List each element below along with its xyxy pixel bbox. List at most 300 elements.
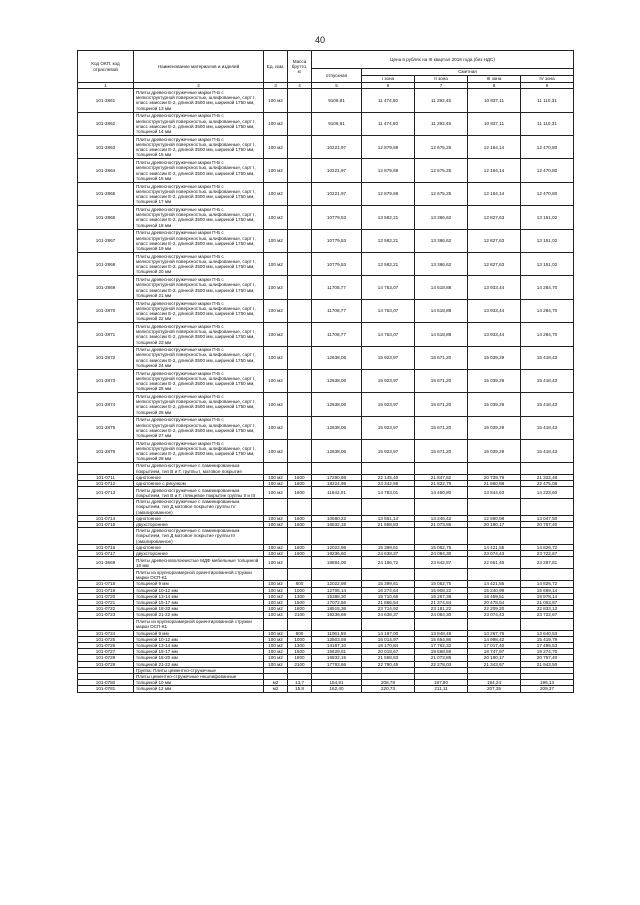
row-price bbox=[468, 569, 521, 581]
row-name: Плиты древесностружечные марки П-Б с мелкоструктурной поверхностью, шлифованные, сорт I, класс эмиссии Е-2, длиной 3500 мм, шириной 1750 мм, толщиной 27 мм bbox=[134, 416, 264, 439]
row-price: 22 145,40 bbox=[362, 474, 415, 480]
row-mass: 1600 bbox=[288, 544, 312, 550]
row-price: 15 923,97 bbox=[362, 393, 415, 416]
row-mass: 1300 bbox=[288, 642, 312, 648]
row-mass bbox=[288, 528, 312, 545]
table-row bbox=[78, 323, 574, 346]
row-price: 14 518,88 bbox=[415, 323, 468, 346]
row-price: 20 739,79 bbox=[468, 474, 521, 480]
row-price: 17 495,53 bbox=[521, 642, 574, 648]
row-name: Плиты древесностружечные марки П-Б с мелкоструктурной поверхностью, шлифованные, сорт I, класс эмиссии Е-2, длиной 3500 мм, шириной 1750 мм, толщиной 13 мм bbox=[134, 89, 264, 112]
row-price: 21 943,50 bbox=[521, 661, 574, 667]
table-row bbox=[78, 618, 574, 630]
row-name: Плиты древесностружечные марки П-Б с мелкоструктурной поверхностью, шлифованные, сорт I, класс эмиссии Е-2, длиной 3500 мм, шириной 1750 мм, толщиной 28 мм bbox=[134, 440, 264, 463]
row-price: 15 039,29 bbox=[468, 393, 521, 416]
row-price: 197,80 bbox=[415, 680, 468, 686]
row-price: 14 753,07 bbox=[362, 323, 415, 346]
row-mass bbox=[288, 499, 312, 516]
row-price bbox=[362, 499, 415, 516]
row-name: двухстороннее bbox=[134, 551, 264, 557]
row-price: 14 518,88 bbox=[415, 276, 468, 299]
row-price: 13 151,02 bbox=[521, 252, 574, 275]
row-price: 21 322,46 bbox=[521, 474, 574, 480]
row-price: 11708,77 bbox=[312, 323, 362, 346]
row-price: 12638,06 bbox=[312, 346, 362, 369]
row-price: 14 284,70 bbox=[521, 323, 574, 346]
row-price: 9106,81 bbox=[312, 112, 362, 135]
row-unit: 100 м2 bbox=[264, 649, 288, 655]
row-unit: 100 м2 bbox=[264, 393, 288, 416]
row-price: 13 933,44 bbox=[468, 276, 521, 299]
row-price: 23 074,43 bbox=[468, 612, 521, 618]
row-price: 19 710,66 bbox=[362, 593, 415, 599]
row-price: 20 757,40 bbox=[521, 522, 574, 528]
row-unit: 100 м2 bbox=[264, 206, 288, 229]
row-price: 24 084,30 bbox=[415, 551, 468, 557]
row-price: 13 848,49 bbox=[415, 630, 468, 636]
row-price: 16832,15 bbox=[312, 655, 362, 661]
row-mass: 1300 bbox=[288, 593, 312, 599]
row-code: 101-2867 bbox=[78, 229, 134, 252]
row-price: 19236,69 bbox=[312, 612, 362, 618]
row-code: 101-2861 bbox=[78, 89, 134, 112]
table-row bbox=[78, 393, 574, 416]
row-mass: 1800 bbox=[288, 655, 312, 661]
row-code bbox=[78, 569, 134, 581]
table-row bbox=[78, 569, 574, 581]
row-price: 24 638,37 bbox=[362, 612, 415, 618]
row-name: двухстороннее bbox=[134, 522, 264, 528]
row-code: 101-2869 bbox=[78, 276, 134, 299]
row-unit: 100 м2 bbox=[264, 630, 288, 636]
row-unit: 100 м2 bbox=[264, 229, 288, 252]
row-mass: 1000 bbox=[288, 636, 312, 642]
row-price: 11 474,50 bbox=[362, 112, 415, 135]
row-name: Плиты древесностружечные марки П-Б с мелкоструктурной поверхностью, шлифованные, сорт I, класс эмиссии Е-2, длиной 3500 мм, шириной 1750 мм, толщиной 26 мм bbox=[134, 393, 264, 416]
row-price bbox=[312, 499, 362, 516]
row-price: 19236,60 bbox=[312, 551, 362, 557]
row-price: 15 418,43 bbox=[521, 346, 574, 369]
row-price: 21 558,83 bbox=[362, 655, 415, 661]
row-code: 101-0781 bbox=[78, 686, 134, 692]
table-row bbox=[78, 252, 574, 275]
row-price: 12638,06 bbox=[312, 440, 362, 463]
column-number: 4 bbox=[288, 83, 312, 89]
row-mass: 1600 bbox=[288, 481, 312, 487]
row-price: 13 246,42 bbox=[415, 515, 468, 521]
row-price: 12 879,69 bbox=[362, 159, 415, 182]
row-unit: 100 м2 bbox=[264, 135, 288, 158]
row-price: 13 047,50 bbox=[521, 515, 574, 521]
row-price: 16832,15 bbox=[312, 522, 362, 528]
row-code: 101-0728 bbox=[78, 655, 134, 661]
row-code: 101-2872 bbox=[78, 346, 134, 369]
row-code: 101-0724 bbox=[78, 630, 134, 636]
row-price: 22 278,03 bbox=[415, 661, 468, 667]
column-number: 7 bbox=[415, 83, 468, 89]
row-price: 12022,98 bbox=[312, 544, 362, 550]
row-mass: 2100 bbox=[288, 661, 312, 667]
row-unit: 100 м2 bbox=[264, 346, 288, 369]
row-price: 154,91 bbox=[312, 680, 362, 686]
row-price: 15 923,97 bbox=[362, 346, 415, 369]
row-price: 13 844,63 bbox=[468, 487, 521, 499]
row-unit: 100 м2 bbox=[264, 593, 288, 599]
row-price: 22 209,20 bbox=[468, 606, 521, 612]
row-price: 18 459,51 bbox=[468, 593, 521, 599]
row-code: 101-0729 bbox=[78, 661, 134, 667]
table-row bbox=[78, 557, 574, 569]
row-unit: 100 м2 bbox=[264, 276, 288, 299]
row-code: 101-0711 bbox=[78, 474, 134, 480]
row-price: 162,40 bbox=[312, 686, 362, 692]
row-unit: м2 bbox=[264, 680, 288, 686]
row-code: 101-0715 bbox=[78, 522, 134, 528]
row-code bbox=[78, 463, 134, 474]
row-price: 12638,06 bbox=[312, 369, 362, 392]
row-name: Плиты древесностружечные с ламинированным покрытием, тип Д матовое покрытие группы III (эмалированное) bbox=[134, 528, 264, 545]
row-price: 22 833,13 bbox=[521, 606, 574, 612]
row-price: 21 053,87 bbox=[521, 599, 574, 605]
row-code: 101-0719 bbox=[78, 587, 134, 593]
row-price: 12 690,98 bbox=[468, 515, 521, 521]
row-unit: 100 м2 bbox=[264, 655, 288, 661]
row-price: 24 638,37 bbox=[362, 551, 415, 557]
row-price: 194,24 bbox=[468, 680, 521, 686]
row-price: 22 475,08 bbox=[521, 481, 574, 487]
row-price bbox=[468, 528, 521, 545]
row-unit: 100 м2 bbox=[264, 182, 288, 205]
row-name: однотонное bbox=[134, 474, 264, 480]
row-mass bbox=[288, 135, 312, 158]
row-price: 196,13 bbox=[521, 680, 574, 686]
row-name: Плиты древесностружечные марки П-Б с мелкоструктурной поверхностью, шлифованные, сорт I, класс эмиссии Е-2, длиной 3500 мм, шириной 1750 мм, толщиной 23 мм bbox=[134, 323, 264, 346]
row-code: 101-2864 bbox=[78, 159, 134, 182]
row-price: 11708,77 bbox=[312, 299, 362, 322]
row-name: толщиной 13-14 мм bbox=[134, 642, 264, 648]
table-row bbox=[78, 499, 574, 516]
table-row bbox=[78, 135, 574, 158]
row-price: 12 470,80 bbox=[521, 135, 574, 158]
row-price: 22 790,45 bbox=[362, 661, 415, 667]
row-name: однотонное bbox=[134, 544, 264, 550]
row-price: 11061,59 bbox=[312, 630, 362, 636]
row-unit: 100 м2 bbox=[264, 522, 288, 528]
row-price: 11542,01 bbox=[312, 487, 362, 499]
row-name: Плиты древесностружечные марки П-Б с мелкоструктурной поверхностью, шлифованные, сорт I, класс эмиссии Е-2, длиной 3500 мм, шириной 1750 мм, толщиной 18 мм bbox=[134, 206, 264, 229]
row-code: 101-0726 bbox=[78, 642, 134, 648]
row-name: толщиной 12 мм bbox=[134, 686, 264, 692]
header-unit: Ед. изм. bbox=[264, 51, 288, 83]
row-unit: 100 м2 bbox=[264, 369, 288, 392]
row-price: 11708,77 bbox=[312, 276, 362, 299]
header-zone-2: II зона bbox=[415, 76, 468, 83]
row-price: 17 762,32 bbox=[415, 642, 468, 648]
row-price: 15 418,43 bbox=[521, 416, 574, 439]
header-name: Наименование материалов и изделий bbox=[134, 51, 264, 83]
column-number: 8 bbox=[468, 83, 521, 89]
row-code: 101-2863 bbox=[78, 135, 134, 158]
row-price: 12 879,69 bbox=[362, 182, 415, 205]
row-unit: 100 м2 bbox=[264, 416, 288, 439]
table-row bbox=[78, 159, 574, 182]
row-code: 101-0716 bbox=[78, 544, 134, 550]
row-name: Плиты древесностружечные с ламинированным покрытием, тип В и Г, глянцевое покрытие группы II и III bbox=[134, 487, 264, 499]
row-name: толщиной 9 мм bbox=[134, 581, 264, 587]
row-price: 23 181,22 bbox=[415, 606, 468, 612]
row-price: 11 292,45 bbox=[415, 112, 468, 135]
row-price: 9106,81 bbox=[312, 89, 362, 112]
row-price: 23 722,67 bbox=[521, 551, 574, 557]
row-name: толщиной 18-20 мм bbox=[134, 655, 264, 661]
table-row bbox=[78, 276, 574, 299]
row-unit bbox=[264, 528, 288, 545]
row-price: 21 073,86 bbox=[415, 655, 468, 661]
row-price: 21 860,88 bbox=[468, 481, 521, 487]
row-code: 101-2874 bbox=[78, 393, 134, 416]
row-price: 13 582,21 bbox=[362, 229, 415, 252]
row-price: 16 274,64 bbox=[362, 587, 415, 593]
row-price: 13 582,21 bbox=[362, 206, 415, 229]
row-price bbox=[312, 569, 362, 581]
row-name: Плиты древесностружечные с ламинированным покрытием, тип В и Г, группы I, матовое покрытие bbox=[134, 463, 264, 474]
row-price: 14 223,60 bbox=[521, 487, 574, 499]
row-mass: 1800 bbox=[288, 606, 312, 612]
row-price: 15 671,20 bbox=[415, 440, 468, 463]
row-name: толщиной 9 мм bbox=[134, 630, 264, 636]
row-code bbox=[78, 618, 134, 630]
row-price: 15 039,29 bbox=[468, 416, 521, 439]
row-price: 15 240,99 bbox=[468, 587, 521, 593]
row-price: 14 284,70 bbox=[521, 299, 574, 322]
row-unit: 100 м2 bbox=[264, 551, 288, 557]
row-price: 21 822,79 bbox=[415, 481, 468, 487]
row-price: 13 933,44 bbox=[468, 299, 521, 322]
table-row bbox=[78, 463, 574, 474]
row-price bbox=[521, 569, 574, 581]
row-mass bbox=[288, 299, 312, 322]
row-unit: 100 м2 bbox=[264, 440, 288, 463]
row-price bbox=[415, 528, 468, 545]
row-unit: 100 м2 bbox=[264, 642, 288, 648]
row-code: 101-2866 bbox=[78, 206, 134, 229]
table-row bbox=[78, 112, 574, 135]
row-mass bbox=[288, 346, 312, 369]
row-code: 101-0727 bbox=[78, 649, 134, 655]
row-unit: 100 м2 bbox=[264, 557, 288, 569]
row-price: 13 551,14 bbox=[362, 515, 415, 521]
row-code: 101-2876 bbox=[78, 440, 134, 463]
row-price: 15 908,22 bbox=[415, 587, 468, 593]
row-price: 11 292,45 bbox=[415, 89, 468, 112]
header-price-title: Цена в рублях на III квартал 2018 года (без НДС) bbox=[312, 51, 574, 69]
row-price: 23 722,67 bbox=[521, 612, 574, 618]
row-price: 14 518,88 bbox=[415, 299, 468, 322]
row-price: 23 287,81 bbox=[521, 557, 574, 569]
row-price: 21 558,83 bbox=[362, 522, 415, 528]
row-price: 21 343,67 bbox=[468, 661, 521, 667]
table-row bbox=[78, 528, 574, 545]
row-price: 11 110,31 bbox=[521, 89, 574, 112]
row-price: 10 837,11 bbox=[468, 112, 521, 135]
row-price: 10779,53 bbox=[312, 206, 362, 229]
row-unit bbox=[264, 463, 288, 474]
row-name: Плиты древесностружечные марки П-Б с мелкоструктурной поверхностью, шлифованные, сорт I, класс эмиссии Е-2, длиной 3500 мм, шириной 1750 мм, толщиной 25 мм bbox=[134, 369, 264, 392]
row-price: 15 923,97 bbox=[362, 416, 415, 439]
row-price: 209,37 bbox=[521, 686, 574, 692]
row-price: 15 419,79 bbox=[521, 636, 574, 642]
row-code: 101-0714 bbox=[78, 515, 134, 521]
row-price: 12 879,69 bbox=[362, 135, 415, 158]
row-price: 14 753,07 bbox=[362, 299, 415, 322]
row-price: 19 274,70 bbox=[521, 649, 574, 655]
row-name: Плиты древесностружечные марки П-Б с мелкоструктурной поверхностью, шлифованные, сорт I, класс эмиссии Е-2, длиной 3500 мм, шириной 1750 мм, толщиной 19 мм bbox=[134, 229, 264, 252]
header-mass: Масса брутто, кг bbox=[288, 51, 312, 83]
column-number: 3 bbox=[264, 83, 288, 89]
row-code: 101-0717 bbox=[78, 551, 134, 557]
row-price: 13 933,44 bbox=[468, 323, 521, 346]
row-mass bbox=[288, 206, 312, 229]
row-unit: 100 м2 bbox=[264, 299, 288, 322]
header-code: Код ОКП, код отраслевой bbox=[78, 51, 134, 83]
row-price: 15 418,43 bbox=[521, 440, 574, 463]
row-mass: 800 bbox=[288, 630, 312, 636]
row-price: 15 671,20 bbox=[415, 393, 468, 416]
column-number: 5 bbox=[312, 83, 362, 89]
table-row bbox=[78, 229, 574, 252]
row-mass: 1600 bbox=[288, 474, 312, 480]
row-mass: 1600 bbox=[288, 522, 312, 528]
row-name: Плиты древесностружечные марки П-Б с мелкоструктурной поверхностью, шлифованные, сорт I, класс эмиссии Е-2, длиной 3500 мм, шириной 1750 мм, толщиной 15 мм bbox=[134, 135, 264, 158]
row-mass: 800 bbox=[288, 581, 312, 587]
row-price: 21 374,84 bbox=[415, 599, 468, 605]
row-price: 14 826,72 bbox=[521, 544, 574, 550]
header-otpusk: отпускная bbox=[312, 69, 362, 83]
row-unit: 100 м2 bbox=[264, 581, 288, 587]
row-price bbox=[521, 463, 574, 474]
row-price: 10221,97 bbox=[312, 182, 362, 205]
row-price: 12 470,80 bbox=[521, 159, 574, 182]
row-code: 101-2870 bbox=[78, 299, 134, 322]
row-name: Плиты древесностружечные марки П-Б с мелкоструктурной поверхностью, шлифованные, сорт I, класс эмиссии Е-2, длиной 3500 мм, шириной 1750 мм, толщиной 14 мм bbox=[134, 112, 264, 135]
row-mass bbox=[288, 440, 312, 463]
row-price: 13 640,53 bbox=[521, 630, 574, 636]
row-price: 15 052,75 bbox=[415, 544, 468, 550]
row-price: 11 474,50 bbox=[362, 89, 415, 112]
row-price bbox=[362, 569, 415, 581]
row-price: 12 164,14 bbox=[468, 159, 521, 182]
row-price: 20 190,17 bbox=[468, 655, 521, 661]
row-price: 18 170,84 bbox=[362, 642, 415, 648]
row-price: 12022,98 bbox=[312, 581, 362, 587]
row-mass: 1000 bbox=[288, 587, 312, 593]
row-code: 101-2871 bbox=[78, 323, 134, 346]
row-price: 12638,06 bbox=[312, 393, 362, 416]
row-price: 15 399,61 bbox=[362, 544, 415, 550]
row-mass bbox=[288, 229, 312, 252]
row-price: 12 827,63 bbox=[468, 229, 521, 252]
row-name: Плиты древесностружечные марки П-Б с мелкоструктурной поверхностью, шлифованные, сорт I, класс эмиссии Е-2, длиной 3500 мм, шириной 1750 мм, толщиной 17 мм bbox=[134, 182, 264, 205]
row-name: толщиной 10-12 мм bbox=[134, 636, 264, 642]
row-name: Плиты древесностружечные марки П-Б с мелкоструктурной поверхностью, шлифованные, сорт I, класс эмиссии Е-2, длиной 3500 мм, шириной 1750 мм, толщиной 22 мм bbox=[134, 299, 264, 322]
header-zone-3: III зона bbox=[468, 76, 521, 83]
row-price: 20 018,67 bbox=[362, 649, 415, 655]
header-zone-1: I зона bbox=[362, 76, 415, 83]
row-price bbox=[362, 463, 415, 474]
row-code: 101-0721 bbox=[78, 599, 134, 605]
table-row bbox=[78, 89, 574, 112]
row-unit: 100 м2 bbox=[264, 636, 288, 642]
row-price: 13 267,76 bbox=[468, 630, 521, 636]
row-name: Плиты древесностружечные с ламинированным покрытием, тип Д матовое покрытие группы IV (эмалированное) bbox=[134, 499, 264, 516]
row-price bbox=[521, 528, 574, 545]
row-name: однотонное с рисунком bbox=[134, 481, 264, 487]
row-mass: 1600 bbox=[288, 515, 312, 521]
row-price: 208,78 bbox=[362, 680, 415, 686]
row-code bbox=[78, 499, 134, 516]
row-unit: 100 м2 bbox=[264, 89, 288, 112]
row-mass: 1500 bbox=[288, 649, 312, 655]
row-price bbox=[362, 618, 415, 630]
row-unit: 100 м2 bbox=[264, 661, 288, 667]
row-price: 15 418,43 bbox=[521, 369, 574, 392]
row-price bbox=[312, 528, 362, 545]
row-price: 10 837,11 bbox=[468, 89, 521, 112]
row-name: толщиной 21-22 мм bbox=[134, 661, 264, 667]
row-price: 12503,59 bbox=[312, 636, 362, 642]
row-price: 14 753,07 bbox=[362, 276, 415, 299]
row-price: 21 073,86 bbox=[415, 522, 468, 528]
row-price: 24 084,30 bbox=[415, 612, 468, 618]
row-price: 22 651,46 bbox=[468, 557, 521, 569]
row-price: 15 039,29 bbox=[468, 369, 521, 392]
row-mass bbox=[288, 112, 312, 135]
row-mass bbox=[288, 276, 312, 299]
row-mass: 1600 bbox=[288, 551, 312, 557]
row-price: 14 421,55 bbox=[468, 581, 521, 587]
row-price: 12706,14 bbox=[312, 587, 362, 593]
row-name: толщиной 13-14 мм bbox=[134, 593, 264, 599]
row-code: 101-0713 bbox=[78, 487, 134, 499]
table-row bbox=[78, 369, 574, 392]
row-price: 12638,06 bbox=[312, 416, 362, 439]
table-row bbox=[78, 346, 574, 369]
table-row bbox=[78, 416, 574, 439]
row-price: 10580,22 bbox=[312, 515, 362, 521]
row-price: 18884,06 bbox=[312, 557, 362, 569]
row-price: 13 151,02 bbox=[521, 229, 574, 252]
row-price: 12 827,63 bbox=[468, 206, 521, 229]
row-price: 12 164,14 bbox=[468, 135, 521, 158]
row-price bbox=[415, 618, 468, 630]
row-code: 101-0725 bbox=[78, 636, 134, 642]
row-price: 14 450,80 bbox=[415, 487, 468, 499]
row-name: Плиты древесностружечные марки П-Б с мелкоструктурной поверхностью, шлифованные, сорт I, класс эмиссии Е-2, длиной 3500 мм, шириной 1750 мм, толщиной 20 мм bbox=[134, 252, 264, 275]
row-price bbox=[521, 618, 574, 630]
column-number: 9 bbox=[521, 83, 574, 89]
row-price: 23 714,92 bbox=[362, 606, 415, 612]
row-price: 14 421,55 bbox=[468, 544, 521, 550]
row-price bbox=[468, 499, 521, 516]
row-price: 10221,97 bbox=[312, 159, 362, 182]
row-price: 14 783,01 bbox=[362, 487, 415, 499]
row-price: 15629,81 bbox=[312, 649, 362, 655]
row-unit bbox=[264, 618, 288, 630]
row-code: 101-2862 bbox=[78, 112, 134, 135]
row-price: 15 399,61 bbox=[362, 581, 415, 587]
row-unit: 100 м2 bbox=[264, 474, 288, 480]
row-price: 20 190,17 bbox=[468, 522, 521, 528]
